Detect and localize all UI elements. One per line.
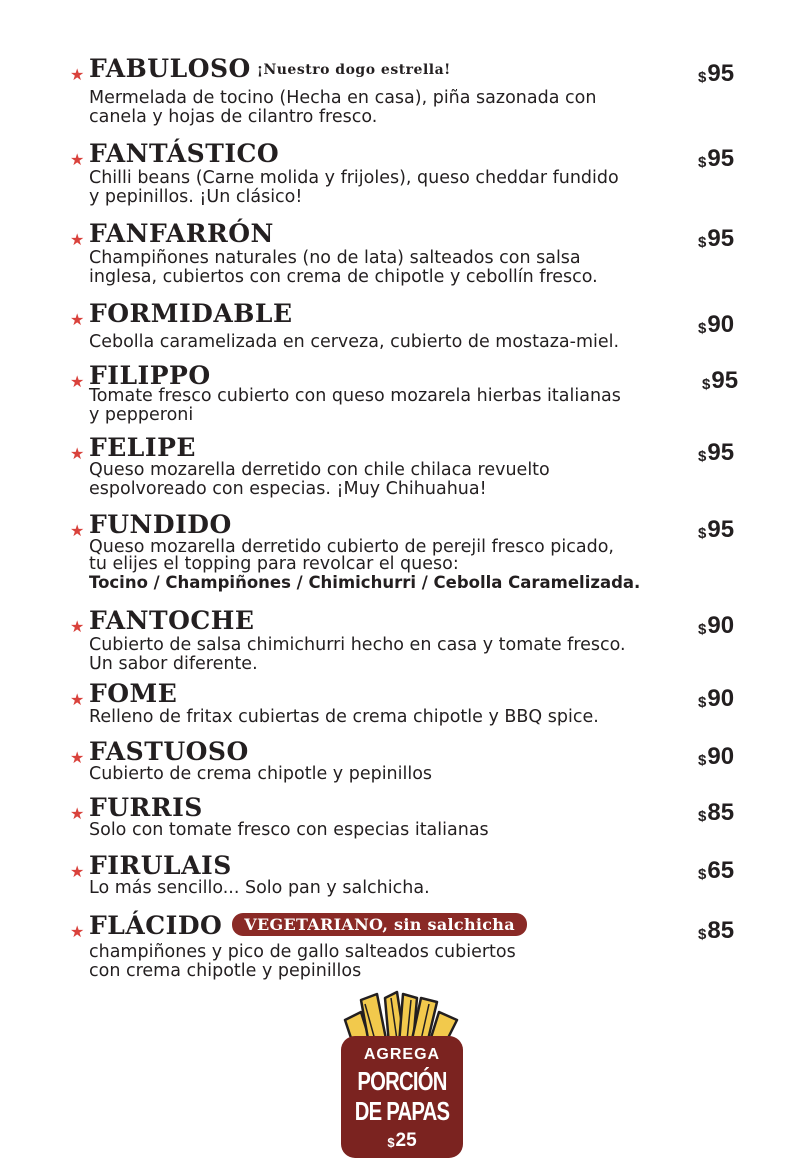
fries-offer-box <box>341 1036 463 1158</box>
badge-line-2: PORCIÓN <box>357 1066 447 1096</box>
item-price: $90 <box>698 311 735 338</box>
item-description: Mermelada de tocino (Hecha en casa), piña sazonada con canela y hojas de cilantro fresco. <box>89 88 597 127</box>
badge-price: $25 <box>387 1130 417 1151</box>
star-icon: ★ <box>70 862 85 881</box>
star-icon: ★ <box>70 922 85 941</box>
star-icon: ★ <box>70 310 85 329</box>
item-name: FLÁCIDO VEGETARIANO, sin salchicha <box>89 911 527 940</box>
item-name: FUNDIDO <box>89 510 232 539</box>
add-fries-badge <box>341 990 463 1158</box>
vegetarian-badge: VEGETARIANO, sin salchicha <box>232 913 527 936</box>
badge-line-1: AGREGA <box>363 1046 441 1063</box>
item-price: $65 <box>698 857 735 884</box>
item-name: FABULOSO ¡Nuestro dogo estrella! <box>89 54 451 83</box>
item-description: Champiñones naturales (no de lata) salteados con salsa inglesa, cubiertos con crema de chipotle y cebollín fresco. <box>89 248 598 287</box>
item-name: FORMIDABLE <box>89 299 293 328</box>
item-description: Cubierto de crema chipotle y pepinillos <box>89 764 433 784</box>
item-name: FASTUOSO <box>89 737 249 766</box>
star-icon: ★ <box>70 230 85 249</box>
item-price: $90 <box>698 612 735 639</box>
item-name: FANTOCHE <box>89 606 255 635</box>
item-name: FIRULAIS <box>89 851 232 880</box>
item-description: champiñones y pico de gallo salteados cubiertos con crema chipotle y pepinillos <box>89 942 516 981</box>
item-name: FILIPPO <box>89 361 211 390</box>
item-description: Cebolla caramelizada en cerveza, cubierto de mostaza-miel. <box>89 332 620 352</box>
star-icon: ★ <box>70 804 85 823</box>
item-price: $95 <box>698 60 735 87</box>
item-price: $95 <box>698 439 735 466</box>
item-name: FURRIS <box>89 793 203 822</box>
star-icon: ★ <box>70 617 85 636</box>
item-name: FOME <box>89 679 178 708</box>
item-description: Relleno de fritax cubiertas de crema chipotle y BBQ spice. <box>89 707 599 727</box>
star-icon: ★ <box>70 521 85 540</box>
badge-line-3: DE PAPAS <box>354 1096 450 1126</box>
topping-options: Tocino / Champiñones / Chimichurri / Cebolla Caramelizada. <box>89 573 641 592</box>
item-description: Solo con tomate fresco con especias italianas <box>89 820 489 840</box>
item-description: Tomate fresco cubierto con queso mozarela hierbas italianas y pepperoni <box>89 386 621 425</box>
item-description: Chilli beans (Carne molida y frijoles), queso cheddar fundido y pepinillos. ¡Un clásico! <box>89 168 619 207</box>
star-icon: ★ <box>70 444 85 463</box>
star-icon: ★ <box>70 748 85 767</box>
star-icon: ★ <box>70 150 85 169</box>
item-name: FANTÁSTICO <box>89 139 280 168</box>
star-icon: ★ <box>70 65 85 84</box>
star-icon: ★ <box>70 690 85 709</box>
item-price: $90 <box>698 743 735 770</box>
star-icon: ★ <box>70 372 85 391</box>
item-name: FELIPE <box>89 433 196 462</box>
item-price: $85 <box>698 917 735 944</box>
item-price: $95 <box>698 225 735 252</box>
item-tag: ¡Nuestro dogo estrella! <box>256 62 451 78</box>
item-price: $95 <box>698 516 735 543</box>
item-description: Queso mozarella derretido con chile chilaca revuelto espolvoreado con especias. ¡Muy Chihuahua! <box>89 460 550 499</box>
item-description: Lo más sencillo... Solo pan y salchicha. <box>89 878 430 898</box>
item-description: Cubierto de salsa chimichurri hecho en casa y tomate fresco. Un sabor diferente. <box>89 635 626 674</box>
item-price: $95 <box>702 367 739 394</box>
item-price: $95 <box>698 145 735 172</box>
item-price: $90 <box>698 685 735 712</box>
item-name: FANFARRÓN <box>89 219 274 248</box>
item-price: $85 <box>698 799 735 826</box>
item-description: Queso mozarella derretido cubierto de perejil fresco picado, tu elijes el topping para revolcar el queso: Tocino / Champiñones / Chimichurri / Cebolla Caramelizada. <box>89 539 729 591</box>
